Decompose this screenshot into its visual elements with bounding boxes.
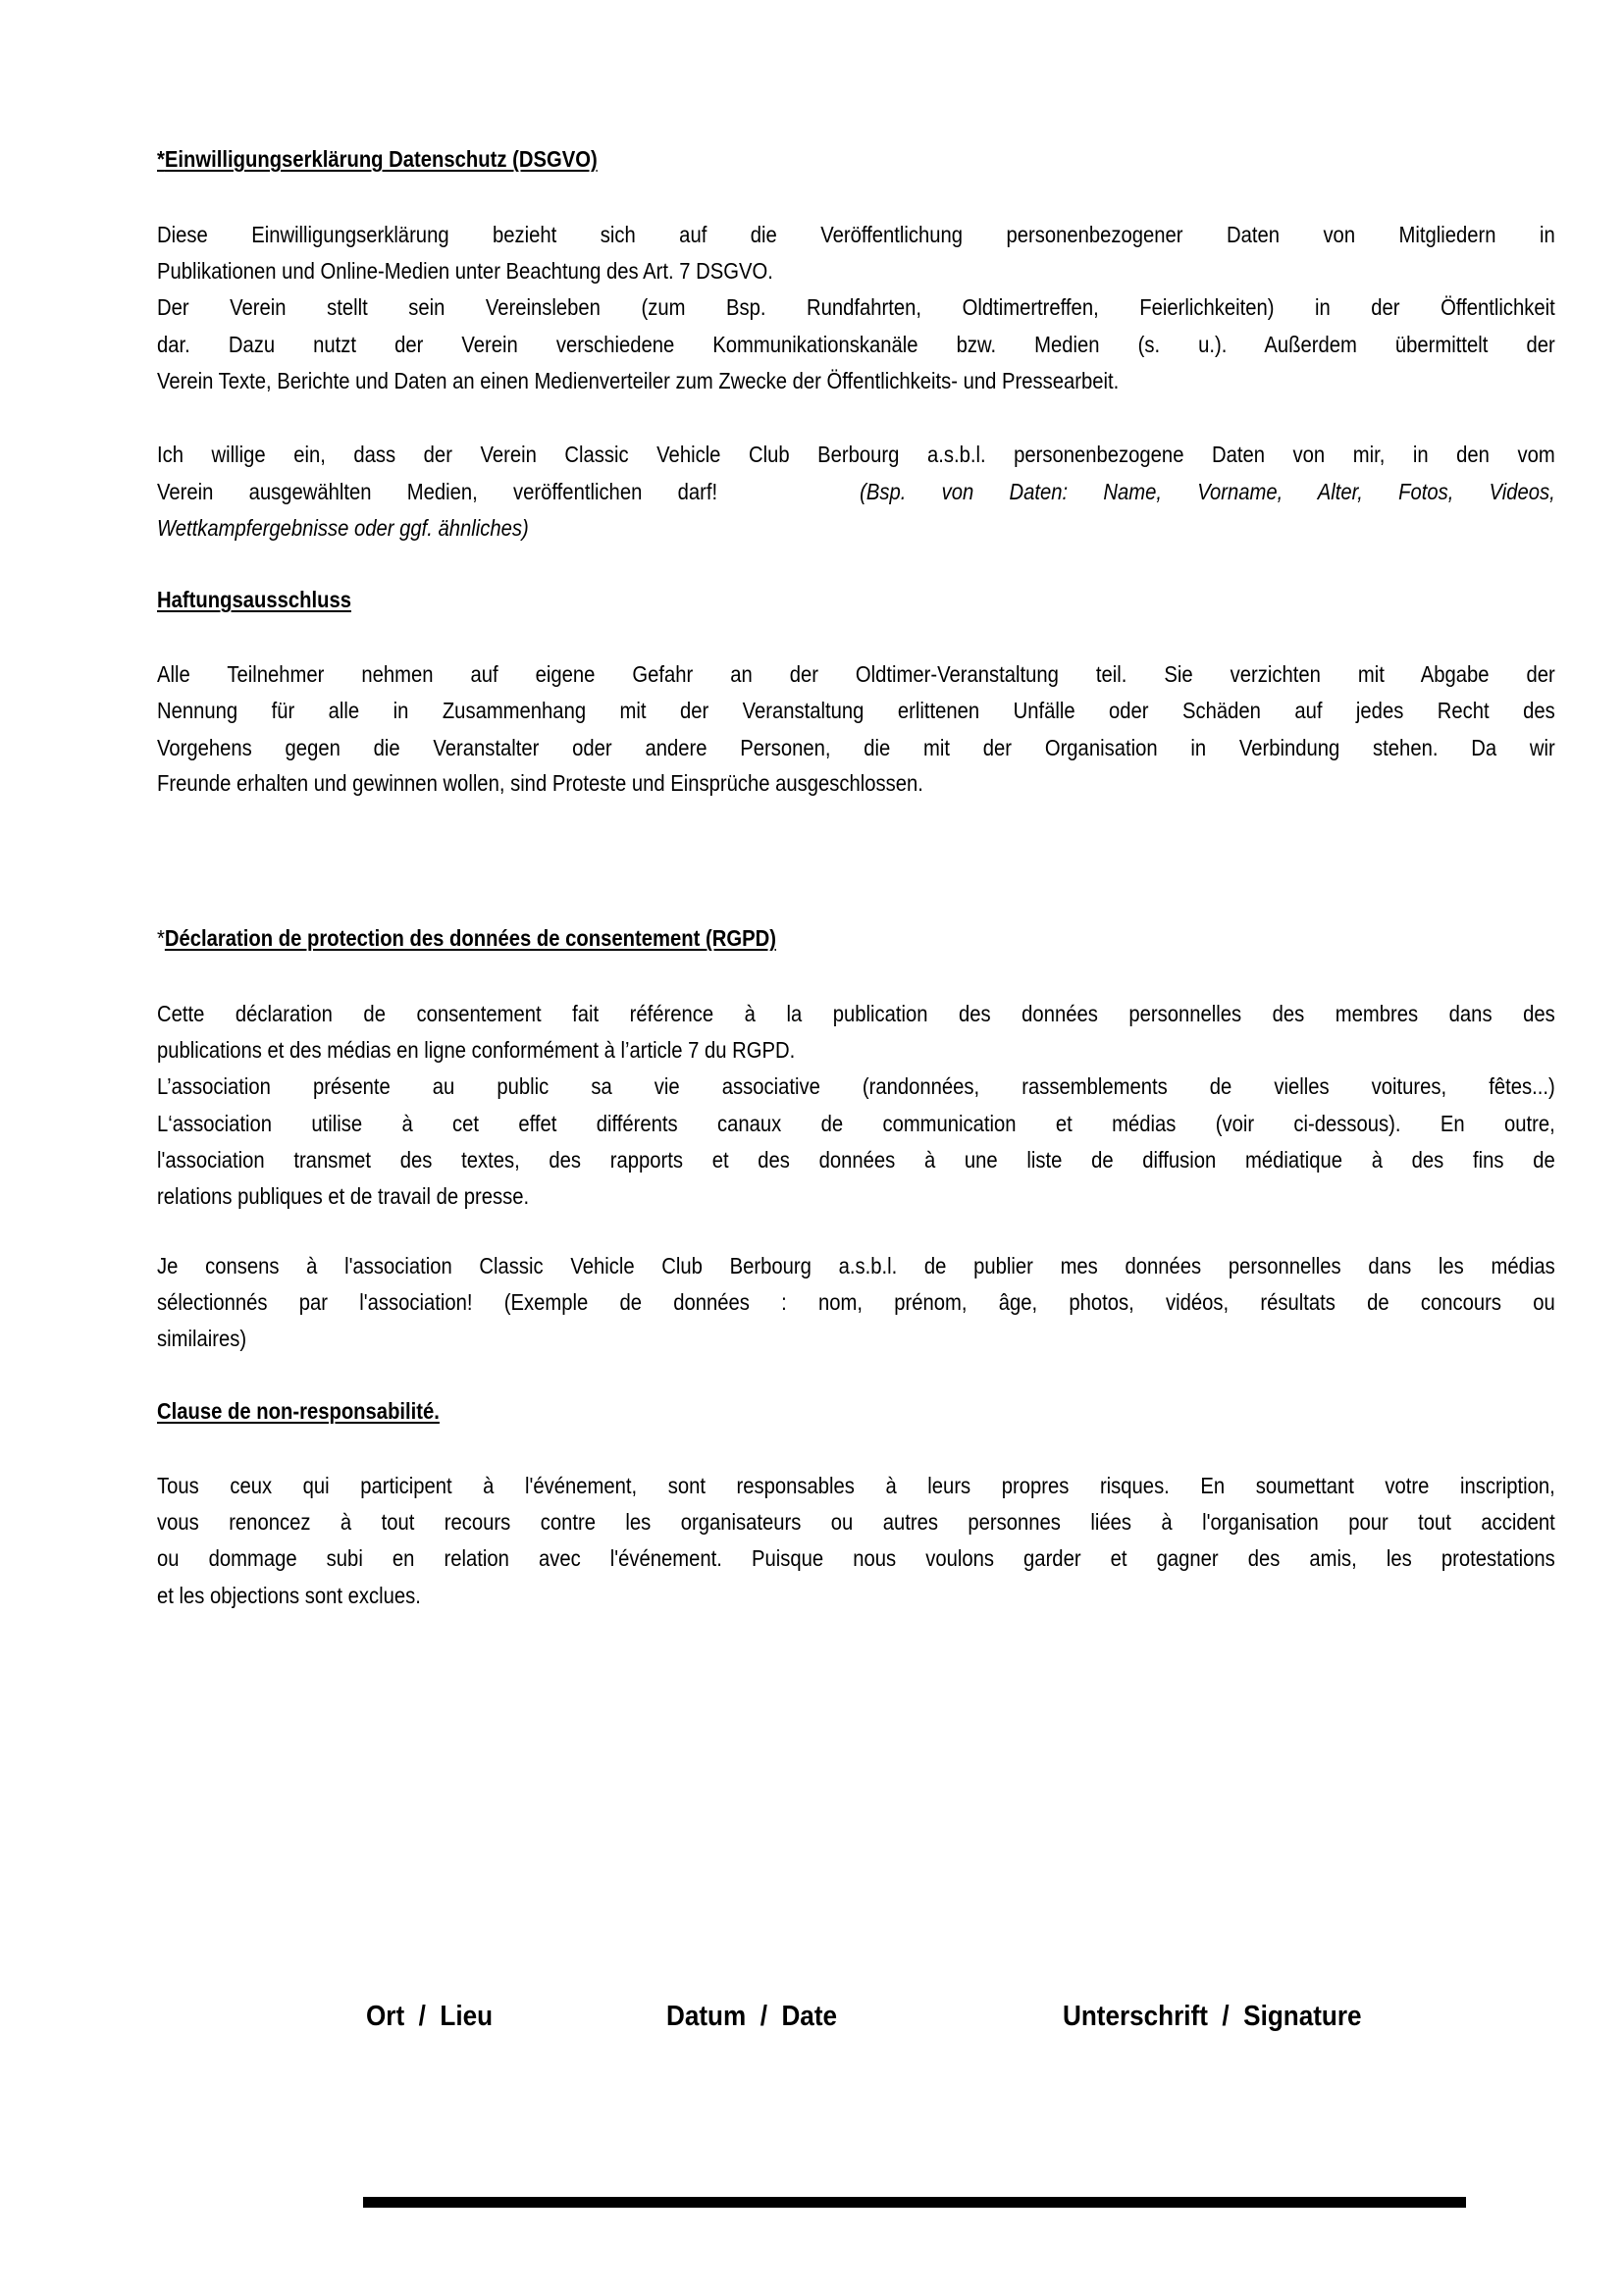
german-consent-line: Publikationen und Online-Medien unter Beachtung des Art. 7 DSGVO. [157,258,773,284]
german-consent-line: dar. Dazu nutzt der Verein verschiedene Kommunikationskanäle bzw. Medien (s. u.). Außerdem übermittelt der [157,332,1555,357]
german-consent-line: Diese Einwilligungserklärung bezieht sich auf die Veröffentlichung personenbezogener Daten von Mitgliedern in [157,222,1555,247]
heading-asterisk: * [157,146,165,172]
french-consent-line: L‘association utilise à cet effet différents canaux de communication et médias (voir ci-dessous). En outre, [157,1111,1555,1136]
german-agreement-line: Ich willige ein, dass der Verein Classic Vehicle Club Berbourg a.s.b.l. personenbezogene Daten von mir, in den vom [157,442,1555,467]
german-liability-line: Vorgehens gegen die Veranstalter oder andere Personen, die mit der Organisation in Verbindung stehen. Da wir [157,735,1555,760]
german-consent-line: Der Verein stellt sein Vereinsleben (zum Bsp. Rundfahrten, Oldtimertreffen, Feierlichkeiten) in der Öffentlichkeit [157,294,1555,320]
french-liability-line: et les objections sont exclues. [157,1583,421,1608]
german-consent-heading [157,144,1555,174]
german-consent-line: Verein Texte, Berichte und Daten an einen Medienverteiler zum Zwecke der Öffentlichkeits- und Pressearbeit. [157,368,1120,393]
agreement-plain-text: Verein ausgewählten Medien, veröffentlichen darf! [157,479,718,504]
german-liability-line: Nennung für alle in Zusammenhang mit der Veranstaltung erlittenen Unfälle oder Schäden auf jedes Recht des [157,698,1555,723]
date-label: Datum / Date [666,2001,838,2032]
french-liability-line: Tous ceux qui participent à l'événement, sont responsables à leurs propres risques. En soumettant votre inscription, [157,1473,1555,1498]
heading-text: Haftungsausschluss [157,587,351,612]
french-consent-line: l'association transmet des textes, des rapports et des données à une liste de diffusion médiatique à des fins de [157,1147,1555,1173]
german-liability-heading [157,585,1555,614]
german-agreement-line: Wettkampfergebnisse oder ggf. ähnliches) [157,515,529,541]
french-agreement-line: Je consens à l'association Classic Vehicle Club Berbourg a.s.b.l. de publier mes données personnelles dans les médias [157,1253,1555,1278]
french-liability-heading [157,1396,1555,1426]
german-liability-line: Alle Teilnehmer nehmen auf eigene Gefahr an der Oldtimer-Veranstaltung teil. Sie verzichten mit Abgabe der [157,661,1555,687]
heading-text: Déclaration de protection des données de consentement (RGPD) [164,925,776,951]
heading-asterisk: * [157,925,165,951]
signature-label: Unterschrift / Signature [1063,2001,1362,2032]
german-liability-line: Freunde erhalten und gewinnen wollen, sind Proteste und Einsprüche ausgeschlossen. [157,770,923,796]
french-agreement-line: sélectionnés par l'association! (Exemple de données : nom, prénom, âge, photos, vidéos, résultats de concours ou [157,1289,1555,1315]
french-consent-line: relations publiques et de travail de presse. [157,1183,530,1209]
german-agreement-line [157,477,1555,506]
heading-text: Clause de non-responsabilité. [157,1398,440,1424]
french-consent-line: publications et des médias en ligne conformément à l’article 7 du RGPD. [157,1037,796,1063]
signature-line[interactable] [363,2197,1466,2208]
french-agreement-line: similaires) [157,1326,247,1351]
french-consent-line: L’association présente au public sa vie associative (randonnées, rassemblements de vielles voitures, fêtes...) [157,1073,1555,1099]
french-consent-heading [157,923,1555,953]
french-liability-line: vous renoncez à tout recours contre les organisateurs ou autres personnes liées à l'organisation pour tout accident [157,1509,1555,1535]
agreement-italic-examples: (Bsp. von Daten: Name, Vorname, Alter, Fotos, Videos, [860,479,1555,504]
french-liability-line: ou dommage subi en relation avec l'événement. Puisque nous voulons garder et gagner des amis, les protestations [157,1545,1555,1571]
place-label: Ort / Lieu [366,2001,494,2032]
heading-text: Einwilligungserklärung Datenschutz (DSGVO) [164,146,598,172]
french-consent-line: Cette déclaration de consentement fait référence à la publication des données personnelles des membres dans des [157,1001,1555,1026]
